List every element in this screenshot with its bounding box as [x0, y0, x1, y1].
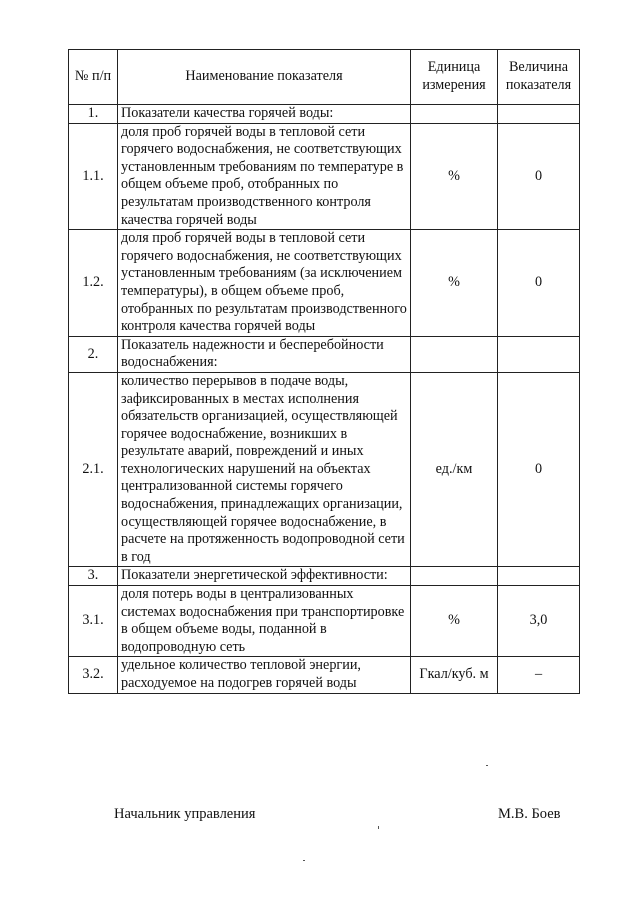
row-value: 0	[498, 123, 580, 230]
table-row	[69, 567, 580, 586]
table-row	[69, 336, 580, 372]
row-unit: Гкал/куб. м	[411, 657, 498, 693]
row-name: удельное количество тепловой энергии, расходуемое на подогрев горячей воды	[118, 657, 411, 693]
table-row	[69, 657, 580, 693]
row-name: доля проб горячей воды в тепловой сети горячего водоснабжения, не соответствующих установленным требованиям (за исключением температуры), в общем объеме проб, отобранных по результатам производственного контроля качества горячей воды	[118, 230, 411, 337]
row-value	[498, 336, 580, 372]
row-value: 3,0	[498, 586, 580, 657]
row-unit: %	[411, 230, 498, 337]
scan-speck	[378, 826, 379, 829]
row-value: 0	[498, 372, 580, 567]
table-row	[69, 105, 580, 124]
header-value: Величина показателя	[498, 50, 580, 105]
table-row	[69, 230, 580, 337]
table-row	[69, 123, 580, 230]
header-unit: Единица измерения	[411, 50, 498, 105]
row-name: количество перерывов в подаче воды, зафиксированных в местах исполнения обязательств организацией, осуществляющей горячее водоснабжение, возникших в результате аварий, повреждений и иных технологических нарушений на объектах централизованной системы горячего водоснабжения, принадлежащих организации, осуществляющей горячее водоснабжение, в расчете на протяженность водопроводной сети в год	[118, 372, 411, 567]
header-num: № п/п	[69, 50, 118, 105]
row-name: доля проб горячей воды в тепловой сети горячего водоснабжения, не соответствующих установленным требованиям по температуре в общем объеме проб, отобранных по результатам производственного контроля качества горячей воды	[118, 123, 411, 230]
header-name: Наименование показателя	[118, 50, 411, 105]
row-value	[498, 105, 580, 124]
row-unit	[411, 567, 498, 586]
indicators-table	[68, 49, 580, 694]
row-num: 1.2.	[69, 230, 118, 337]
row-num: 1.	[69, 105, 118, 124]
row-name: доля потерь воды в централизованных системах водоснабжения при транспортировке в общем объеме воды, поданной в водопроводную сеть	[118, 586, 411, 657]
row-unit: %	[411, 586, 498, 657]
row-unit	[411, 336, 498, 372]
signature-role: Начальник управления	[114, 806, 256, 822]
row-name: Показатель надежности и бесперебойности водоснабжения:	[118, 336, 411, 372]
table-row	[69, 372, 580, 567]
signature-name: М.В. Боев	[498, 806, 561, 822]
table-header-row	[69, 50, 580, 105]
row-value: 0	[498, 230, 580, 337]
row-value: –	[498, 657, 580, 693]
row-num: 2.	[69, 336, 118, 372]
table-row	[69, 586, 580, 657]
row-num: 3.2.	[69, 657, 118, 693]
row-num: 3.	[69, 567, 118, 586]
row-value	[498, 567, 580, 586]
row-name: Показатели энергетической эффективности:	[118, 567, 411, 586]
scan-speck	[303, 860, 305, 861]
row-unit: ед./км	[411, 372, 498, 567]
row-name: Показатели качества горячей воды:	[118, 105, 411, 124]
row-num: 2.1.	[69, 372, 118, 567]
row-num: 3.1.	[69, 586, 118, 657]
row-unit: %	[411, 123, 498, 230]
scan-speck	[486, 765, 488, 766]
row-num: 1.1.	[69, 123, 118, 230]
row-unit	[411, 105, 498, 124]
